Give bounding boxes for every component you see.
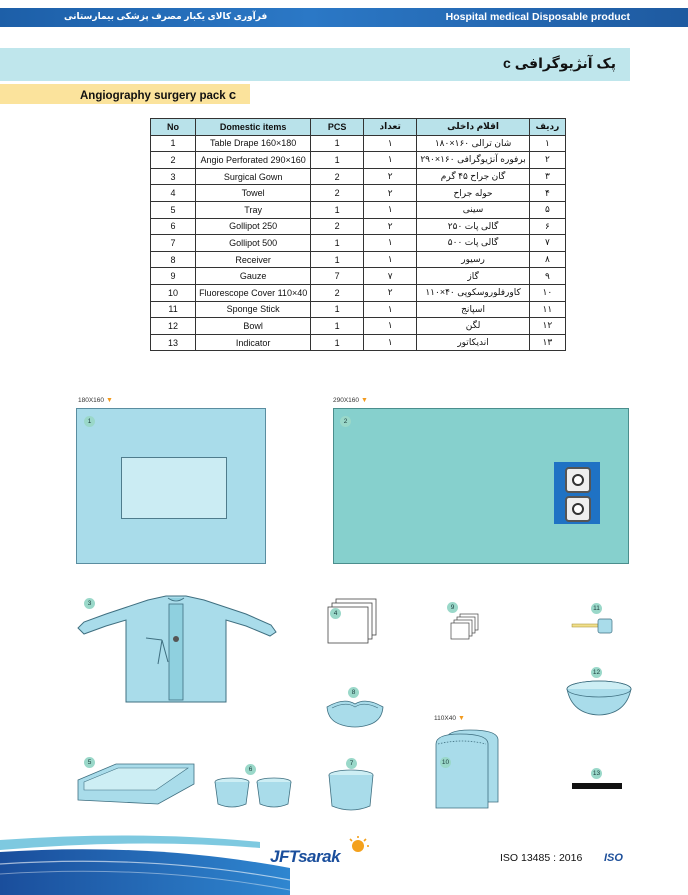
table-drape-illustration (76, 408, 266, 564)
table-cell-item: Table Drape 160×180 (196, 135, 311, 152)
table-cell-fa-no: ۱۳ (529, 334, 565, 351)
table-cell-item: Receiver (196, 251, 311, 268)
table-cell-pcs: 1 (311, 318, 364, 335)
table-cell-item: Towel (196, 185, 311, 202)
gollipot-500-illustration (326, 768, 376, 814)
table-cell-fa-item: گاز (417, 268, 529, 285)
dimension-text-10: 110X40 (434, 715, 456, 722)
femoral-port-icon (565, 496, 591, 522)
tray-illustration (76, 760, 196, 808)
table-cell-pcs: 2 (311, 284, 364, 301)
table-cell-fa-count: ۱ (364, 201, 417, 218)
table-cell-fa-item: کاورفلوروسکوپی ۴۰×۱۱۰ (417, 284, 529, 301)
header-fa-row: ردیف (529, 119, 565, 136)
table-cell-no: 3 (151, 168, 196, 185)
table-row (151, 301, 566, 318)
table-cell-fa-count: ۱ (364, 251, 417, 268)
table-cell-fa-item: سینی (417, 201, 529, 218)
indicator-illustration (572, 783, 622, 789)
table-cell-fa-count: ۲ (364, 284, 417, 301)
table-cell-fa-count: ۲ (364, 185, 417, 202)
table-cell-no: 2 (151, 152, 196, 169)
header-pcs: PCS (311, 119, 364, 136)
item-badge-1: 1 (84, 416, 95, 427)
dimension-label-10 (434, 715, 465, 722)
table-cell-fa-no: ۱۲ (529, 318, 565, 335)
footer-wave-decoration (0, 828, 290, 895)
sponge-stick-illustration (570, 616, 618, 638)
table-cell-pcs: 1 (311, 235, 364, 252)
table-cell-no: 8 (151, 251, 196, 268)
table-cell-no: 11 (151, 301, 196, 318)
table-cell-fa-count: ۱ (364, 152, 417, 169)
angio-port-panel (554, 462, 600, 524)
bowl-illustration (564, 678, 634, 720)
table-cell-no: 4 (151, 185, 196, 202)
table-row (151, 152, 566, 169)
dimension-text-2: 290X160 (333, 397, 360, 404)
table-cell-fa-no: ۸ (529, 251, 565, 268)
down-arrow-icon: ▼ (106, 397, 113, 404)
table-cell-fa-item: اندیکاتور (417, 334, 529, 351)
fluoroscope-cover-illustration (432, 726, 504, 812)
page-title-persian: پک آنژیوگرافی c (503, 55, 616, 71)
brand-logo (270, 836, 380, 870)
table-cell-pcs: 1 (311, 152, 364, 169)
table-cell-pcs: 1 (311, 251, 364, 268)
receiver-illustration (324, 695, 386, 731)
table-row (151, 284, 566, 301)
table-cell-item: Bowl (196, 318, 311, 335)
table-cell-fa-count: ۱ (364, 135, 417, 152)
header-fa-count: تعداد (364, 119, 417, 136)
table-row (151, 168, 566, 185)
header-persian-text: فرآوری کالای یکبار مصرف پزشکی بیمارستانی (64, 11, 268, 21)
table-cell-pcs: 1 (311, 334, 364, 351)
table-cell-no: 12 (151, 318, 196, 335)
table-row (151, 235, 566, 252)
brand-name: JFTsarak (270, 847, 341, 866)
dimension-text-1: 180X160 (78, 397, 105, 404)
title-band (0, 48, 630, 81)
table-row (151, 218, 566, 235)
iso-certification-text: ISO 13485 : 2016 (500, 852, 583, 864)
header-fa-items: اقلام داخلی (417, 119, 529, 136)
table-row (151, 268, 566, 285)
table-body (151, 135, 566, 351)
table-cell-no: 9 (151, 268, 196, 285)
table-cell-fa-count: ۷ (364, 268, 417, 285)
item-badge-7: 7 (346, 758, 357, 769)
item-badge-12: 12 (592, 669, 601, 676)
towel-illustration (326, 597, 380, 645)
gauze-illustration (446, 612, 482, 642)
top-banner (0, 8, 688, 27)
item-badge-13: 13 (592, 770, 601, 777)
table-cell-no: 10 (151, 284, 196, 301)
down-arrow-icon: ▼ (457, 715, 465, 722)
table-cell-pcs: 2 (311, 218, 364, 235)
table-cell-fa-item: گان جراح ۴۵ گرم (417, 168, 529, 185)
table-cell-pcs: 1 (311, 135, 364, 152)
table-cell-fa-no: ۳ (529, 168, 565, 185)
angio-drape-illustration (333, 408, 629, 564)
header-no: No (151, 119, 196, 136)
table-row (151, 201, 566, 218)
table-cell-item: Tray (196, 201, 311, 218)
table-cell-pcs: 2 (311, 168, 364, 185)
item-badge-9: 9 (447, 602, 458, 613)
table-cell-fa-item: حوله جراح (417, 185, 529, 202)
table-cell-fa-no: ۱۰ (529, 284, 565, 301)
table-cell-no: 13 (151, 334, 196, 351)
table-cell-fa-item: برفوره آنژیوگرافی ۱۶۰×۲۹۰ (417, 152, 529, 169)
table-cell-item: Angio Perforated 290×160 (196, 152, 311, 169)
table-cell-no: 7 (151, 235, 196, 252)
item-badge-5: 5 (84, 757, 95, 768)
table-row (151, 135, 566, 152)
table-header-row (151, 119, 566, 136)
table-cell-item: Gollipot 500 (196, 235, 311, 252)
surgical-gown-illustration (76, 592, 282, 710)
item-badge-4: 4 (330, 608, 341, 619)
table-cell-fa-item: لگن (417, 318, 529, 335)
table-cell-fa-no: ۴ (529, 185, 565, 202)
table-cell-fa-item: اسپانج (417, 301, 529, 318)
page-title-english-suffix: c (228, 87, 237, 102)
dimension-label-1 (78, 397, 113, 404)
table-row (151, 251, 566, 268)
item-badge-6: 6 (245, 764, 256, 775)
table-cell-fa-count: ۲ (364, 168, 417, 185)
table-cell-fa-count: ۱ (364, 334, 417, 351)
item-badge-11: 11 (591, 603, 602, 614)
table-cell-fa-no: ۱۱ (529, 301, 565, 318)
table-cell-fa-count: ۱ (364, 318, 417, 335)
down-arrow-icon: ▼ (361, 397, 368, 404)
page-title-english (80, 87, 236, 102)
header-domestic-items: Domestic items (196, 119, 311, 136)
table-cell-pcs: 2 (311, 185, 364, 202)
femoral-port-icon (565, 467, 591, 493)
table-cell-fa-no: ۱ (529, 135, 565, 152)
item-badge-3: 3 (84, 598, 95, 609)
table-cell-fa-item: شان ترالی ۱۶۰×۱۸۰ (417, 135, 529, 152)
table-cell-no: 5 (151, 201, 196, 218)
header-english-text: Hospital medical Disposable product (445, 11, 630, 23)
items-table (150, 118, 566, 351)
table-cell-fa-no: ۲ (529, 152, 565, 169)
page-title-english-text: Angiography surgery pack (80, 90, 226, 102)
table-cell-item: Indicator (196, 334, 311, 351)
item-badge-2: 2 (340, 416, 351, 427)
table-row (151, 334, 566, 351)
table-cell-pcs: 7 (311, 268, 364, 285)
table-cell-fa-no: ۵ (529, 201, 565, 218)
table-row (151, 185, 566, 202)
table-cell-no: 6 (151, 218, 196, 235)
gollipot-250-illustration (212, 776, 296, 812)
table-cell-fa-no: ۶ (529, 218, 565, 235)
table-cell-fa-item: رسیور (417, 251, 529, 268)
table-row (151, 318, 566, 335)
iso-logo: ISO (604, 852, 623, 864)
table-cell-item: Gauze (196, 268, 311, 285)
table-cell-fa-item: گالی پات ۲۵۰ (417, 218, 529, 235)
table-cell-pcs: 1 (311, 301, 364, 318)
table-cell-pcs: 1 (311, 201, 364, 218)
table-cell-item: Fluorescope Cover 110×40 (196, 284, 311, 301)
table-cell-item: Gollipot 250 (196, 218, 311, 235)
table-cell-fa-count: ۱ (364, 235, 417, 252)
table-cell-fa-no: ۷ (529, 235, 565, 252)
table-cell-no: 1 (151, 135, 196, 152)
table-cell-item: Surgical Gown (196, 168, 311, 185)
item-badge-10: 10 (441, 759, 450, 766)
subtitle-band (0, 84, 250, 104)
item-badge-8: 8 (348, 687, 359, 698)
table-cell-fa-no: ۹ (529, 268, 565, 285)
drape-window (121, 457, 227, 519)
dimension-label-2 (333, 397, 368, 404)
table-cell-fa-count: ۲ (364, 218, 417, 235)
table-cell-fa-count: ۱ (364, 301, 417, 318)
table-cell-item: Sponge Stick (196, 301, 311, 318)
table-cell-fa-item: گالی پات ۵۰۰ (417, 235, 529, 252)
